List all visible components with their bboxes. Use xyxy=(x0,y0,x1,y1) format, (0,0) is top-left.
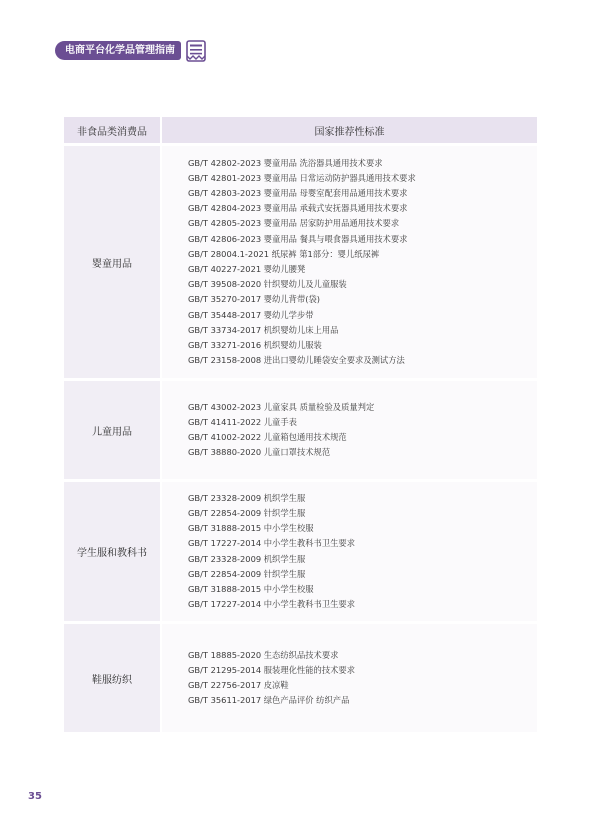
standards-table xyxy=(64,117,537,732)
standard-item: GB/T 23328-2009 机织学生服 xyxy=(188,492,306,503)
standard-item: GB/T 42804-2023 婴童用品 承载式安抚器具通用技术要求 xyxy=(188,203,408,214)
standard-item: GB/T 28004.1-2021 纸尿裤 第1部分：婴儿纸尿裤 xyxy=(188,248,380,259)
standard-item: GB/T 17227-2014 中小学生教科书卫生要求 xyxy=(188,538,356,549)
standard-item: GB/T 33734-2017 机织婴幼儿床上用品 xyxy=(188,324,339,335)
header-standard: 国家推荐性标准 xyxy=(162,117,537,143)
page-number: 35 xyxy=(28,791,42,802)
standard-item: GB/T 42802-2023 婴童用品 洗浴器具通用技术要求 xyxy=(188,157,383,168)
standard-item: GB/T 21295-2014 服装理化性能的技术要求 xyxy=(188,664,356,675)
standard-item: GB/T 22854-2009 针织学生服 xyxy=(188,507,306,518)
standard-item: GB/T 23328-2009 机织学生服 xyxy=(188,553,306,564)
document-list-icon xyxy=(186,40,206,62)
table-header-row xyxy=(64,117,537,143)
standards-cell xyxy=(162,143,537,378)
standard-item: GB/T 33271-2016 机织婴幼儿服装 xyxy=(188,340,322,351)
standard-item: GB/T 41002-2022 儿童箱包通用技术规范 xyxy=(188,432,347,442)
standard-item: GB/T 43002-2023 儿童家具 质量检验及质量判定 xyxy=(188,401,375,412)
standard-item: GB/T 18885-2020 生态纺织品技术要求 xyxy=(188,649,339,660)
section-title: 电商平台化学品管理指南 xyxy=(65,45,175,56)
standard-item: GB/T 31888-2015 中小学生校服 xyxy=(188,523,314,534)
standard-item: GB/T 42805-2023 婴童用品 居家防护用品通用技术要求 xyxy=(188,218,400,229)
standards-cell xyxy=(162,479,537,621)
standards-cell xyxy=(162,621,537,732)
section-title-badge xyxy=(55,41,181,60)
standard-item: GB/T 39508-2020 针织婴幼儿及儿童服装 xyxy=(188,279,347,290)
standard-item: GB/T 17227-2014 中小学生教科书卫生要求 xyxy=(188,599,356,610)
standard-item: GB/T 35270-2017 婴幼儿背带(袋) xyxy=(188,294,321,305)
standard-item: GB/T 22854-2009 针织学生服 xyxy=(188,568,306,579)
category-cell: 儿童用品 xyxy=(64,378,162,479)
table-row xyxy=(64,378,537,479)
standard-item: GB/T 35611-2017 绿色产品评价 纺织产品 xyxy=(188,695,350,706)
standard-item: GB/T 40227-2021 婴幼儿腰凳 xyxy=(188,264,306,274)
standard-item: GB/T 42806-2023 婴童用品 餐具与喂食器具通用技术要求 xyxy=(188,233,408,244)
table-row xyxy=(64,479,537,621)
category-cell: 学生服和教科书 xyxy=(64,479,162,621)
standard-item: GB/T 22756-2017 皮凉鞋 xyxy=(188,680,289,690)
standard-item: GB/T 23158-2008 进出口婴幼儿睡袋安全要求及测试方法 xyxy=(188,355,405,366)
category-cell: 婴童用品 xyxy=(64,143,162,378)
standard-item: GB/T 41411-2022 儿童手表 xyxy=(188,416,297,427)
category-cell: 鞋服纺织 xyxy=(64,621,162,732)
table-row xyxy=(64,621,537,732)
standard-item: GB/T 42803-2023 婴童用品 母婴室配套用品通用技术要求 xyxy=(188,187,408,198)
standard-item: GB/T 35448-2017 婴幼儿学步带 xyxy=(188,309,314,320)
standards-cell xyxy=(162,378,537,479)
header-category: 非食品类消费品 xyxy=(64,117,162,143)
standard-item: GB/T 31888-2015 中小学生校服 xyxy=(188,583,314,594)
table-row xyxy=(64,143,537,378)
standard-item: GB/T 38880-2020 儿童口罩技术规范 xyxy=(188,447,331,458)
standard-item: GB/T 42801-2023 婴童用品 日常运动防护器具通用技术要求 xyxy=(188,172,416,183)
